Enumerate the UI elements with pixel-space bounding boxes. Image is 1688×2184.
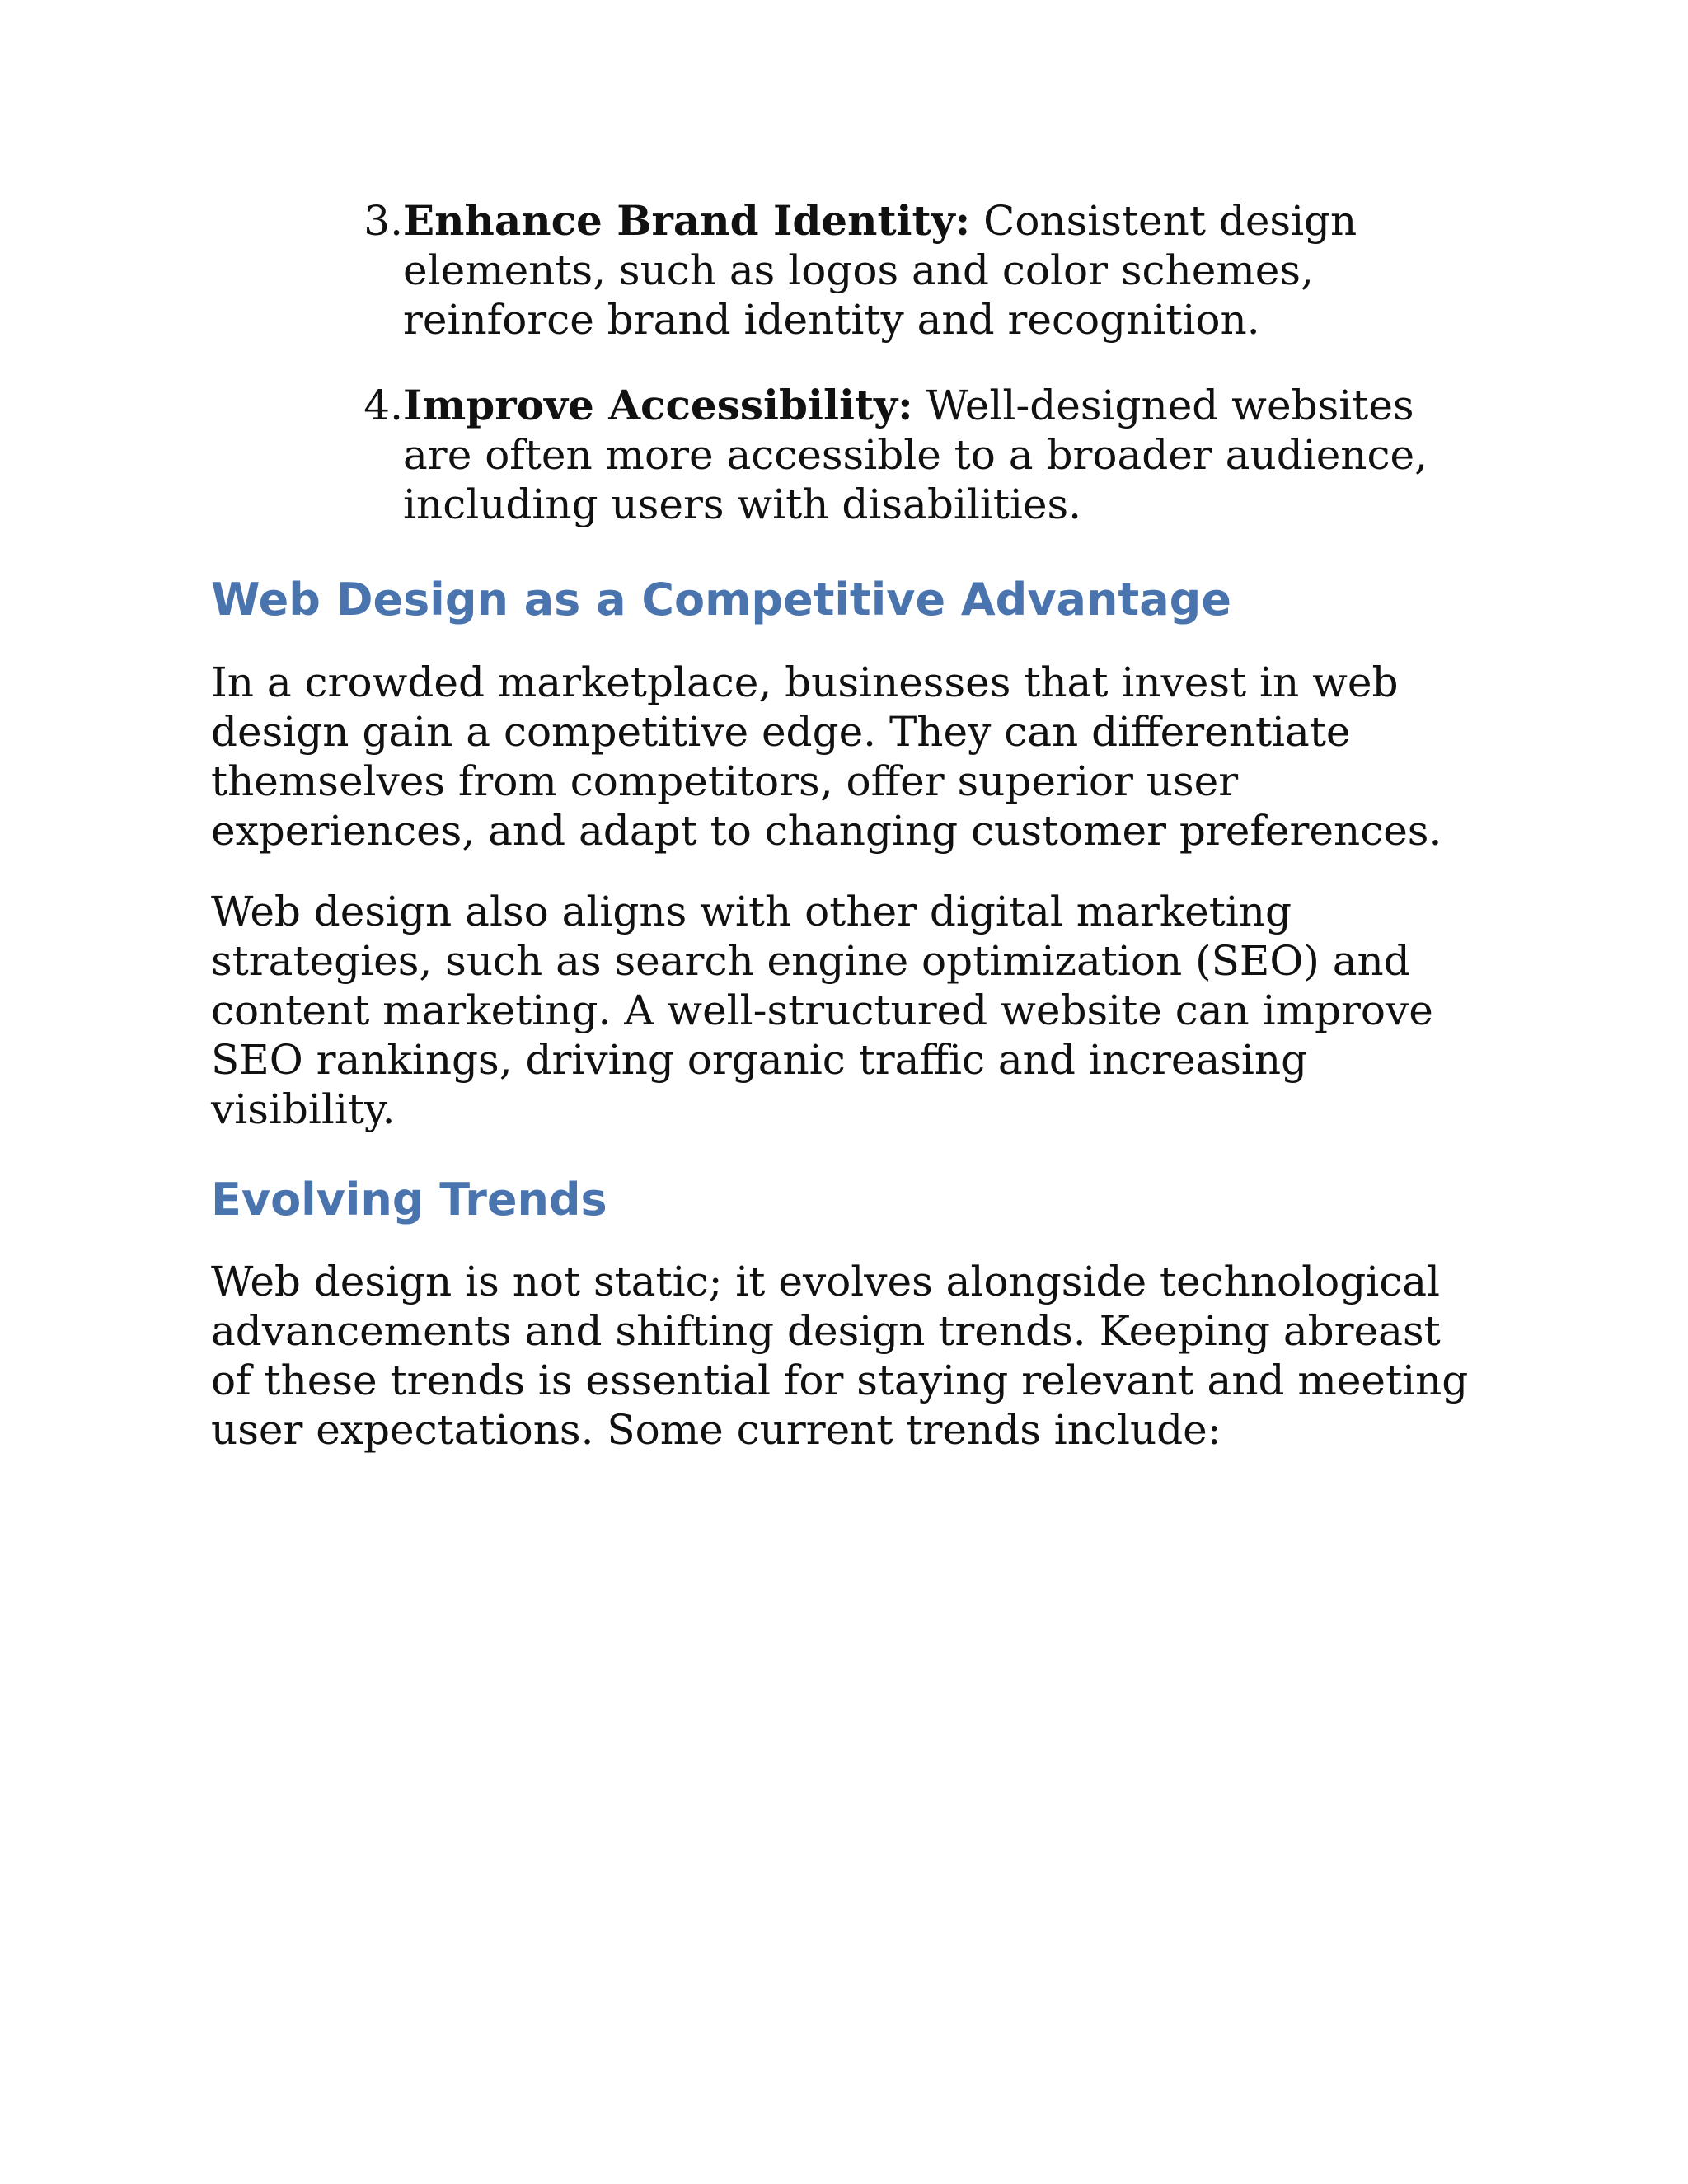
list-item-body	[403, 196, 1483, 344]
list-number: 4.	[363, 382, 403, 429]
paragraph-line: experiences, and adapt to changing customer preferences.	[211, 807, 1442, 855]
paragraph-line: user expectations. Some current trends include:	[211, 1406, 1221, 1454]
list-item-line: are often more accessible to a broader audience,	[403, 431, 1428, 479]
list-item-title: Enhance Brand Identity:	[403, 196, 971, 245]
paragraph-competitive-edge	[211, 658, 1530, 855]
paragraph-line: In a crowded marketplace, businesses that invest in web	[211, 658, 1399, 706]
list-item-title: Improve Accessibility:	[403, 381, 913, 429]
paragraph-line: advancements and shifting design trends. Keeping abreast	[211, 1307, 1441, 1355]
list-item-first-line	[403, 196, 1483, 246]
paragraph-evolving-trends	[211, 1257, 1530, 1455]
list-item-body	[403, 381, 1483, 529]
paragraph-digital-marketing	[211, 887, 1530, 1134]
section-heading-competitive-advantage: Web Design as a Competitive Advantage	[211, 574, 1231, 626]
list-item-text: Well-designed websites	[912, 382, 1414, 429]
paragraph-line: Web design is not static; it evolves alongside technological	[211, 1258, 1441, 1305]
paragraph-line: content marketing. A well-structured website can improve	[211, 987, 1433, 1034]
list-item-line: including users with disabilities.	[403, 480, 1082, 528]
paragraph-line: Web design also aligns with other digital marketing	[211, 888, 1292, 935]
list-item-line: elements, such as logos and color schemes,	[403, 246, 1314, 294]
list-item-line: reinforce brand identity and recognition.	[403, 296, 1260, 344]
section-heading-evolving-trends: Evolving Trends	[211, 1174, 607, 1226]
list-item-text: Consistent design	[970, 197, 1357, 245]
list-item-first-line	[403, 381, 1483, 430]
paragraph-line: visibility.	[211, 1085, 396, 1133]
paragraph-line: themselves from competitors, offer superior user	[211, 757, 1239, 805]
paragraph-line: of these trends is essential for staying relevant and meeting	[211, 1357, 1469, 1404]
list-number: 3.	[363, 197, 403, 245]
paragraph-line: SEO rankings, driving organic traffic and increasing	[211, 1036, 1308, 1084]
paragraph-line: design gain a competitive edge. They can differentiate	[211, 708, 1351, 756]
paragraph-line: strategies, such as search engine optimization (SEO) and	[211, 937, 1410, 985]
